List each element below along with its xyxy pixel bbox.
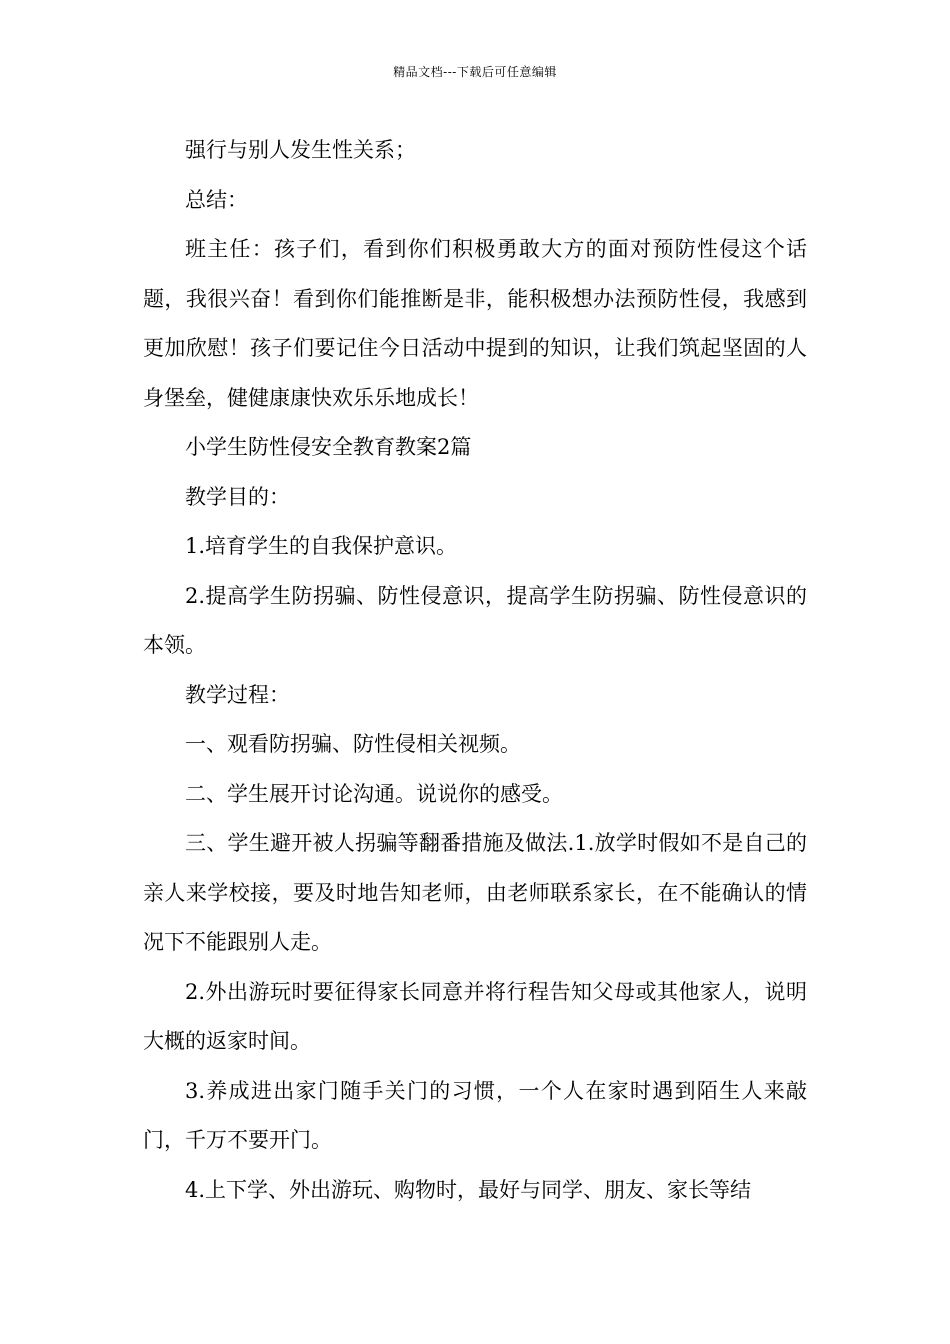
list-item: 二、学生展开讨论沟通。说说你的感受。	[185, 781, 563, 806]
list-item: 1.培育学生的自我保护意识。	[185, 534, 458, 558]
paragraph: 总结：	[185, 187, 248, 212]
list-item: 三、学生避开被人拐骗等翻番措施及做法.1.放学时假如不是自己的亲人来学校接，要及时地告知老师，由老师联系家长，在不能确认的情况下不能跟别人走。	[143, 831, 807, 954]
paragraph: 教学目的：	[185, 484, 290, 509]
document-body	[143, 126, 807, 1215]
list-item: 4.上下学、外出游玩、购物时，最好与同学、朋友、家长等结	[185, 1177, 752, 1202]
paragraph: 班主任：孩子们，看到你们积极勇敢大方的面对预防性侵这个话题，我很兴奋！看到你们能推断是非，能积极想办法预防性侵，我感到更加欣慰！孩子们要记住今日活动中提到的知识，让我们筑起坚固的人身堡垒，健健康康快欢乐乐地成长！	[143, 237, 807, 410]
paragraph: 教学过程：	[185, 682, 290, 707]
list-item: 一、观看防拐骗、防性侵相关视频。	[185, 732, 521, 756]
paragraph: 强行与别人发生性关系；	[185, 138, 416, 162]
section-title: 小学生防性侵安全教育教案2篇	[185, 435, 472, 459]
page-header: 精品文档---下载后可任意编辑	[393, 65, 557, 79]
list-item: 3.养成进出家门随手关门的习惯，一个人在家时遇到陌生人来敲门，千万不要开门。	[143, 1078, 807, 1152]
list-item: 2.提高学生防拐骗、防性侵意识，提高学生防拐骗、防性侵意识的本领。	[143, 583, 807, 657]
list-item: 2.外出游玩时要征得家长同意并将行程告知父母或其他家人，说明大概的返家时间。	[143, 979, 807, 1053]
